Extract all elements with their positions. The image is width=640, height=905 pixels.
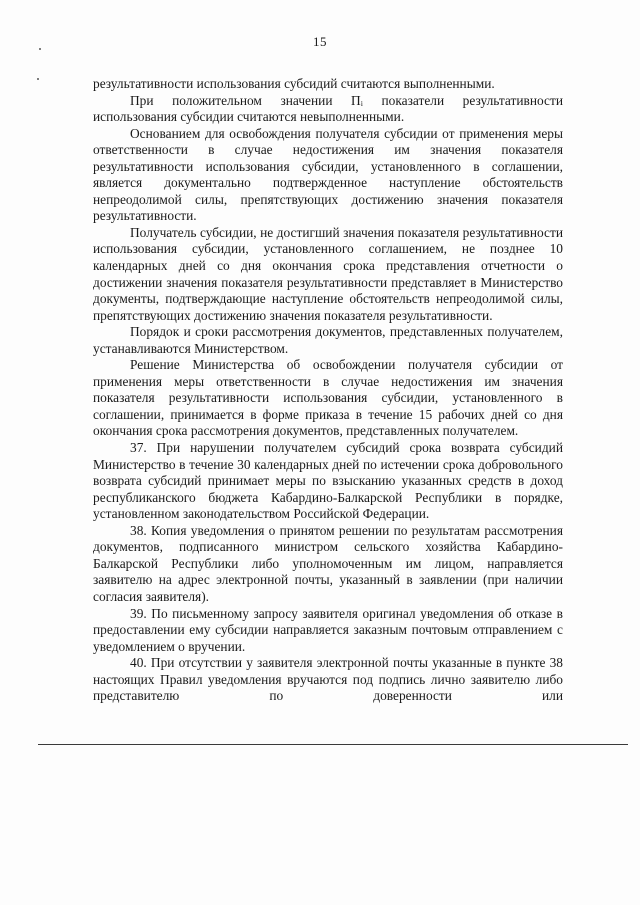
paragraph-review-procedure: Порядок и сроки рассмотрения документов, представленных получателем, устанавливаются Министерством.	[93, 324, 563, 356]
paragraph-exemption-grounds: Основанием для освобождения получателя субсидии от применения меры ответственности в случае недостижения им значения показателя результативности использования субсидии, установленного в соглашении, является документально подтвержденное наступление обстоятельств непреодолимой силы, препятствующих достижению значения показателя результативности.	[93, 125, 563, 224]
paragraph-continuation: результативности использования субсидий считаются выполненными.	[93, 76, 495, 91]
paragraph-positive-value: При положительном значении Пᵢ показатели результативности использования субсидии считаются невыполненными.	[93, 92, 563, 125]
paragraph-ministry-decision: Решение Министерства об освобождении получателя субсидии от применения меры ответственности в случае недостижения им значения показателя результативности использования субсидии, установленного в соглашении, принимается в форме приказа в течение 15 рабочих дней со дня окончания срока рассмотрения документов, представленных получателем.	[93, 357, 563, 439]
paragraph-recipient-documents: Получатель субсидии, не достигший значения показателя результативности использования субсидии, установленного соглашением, не позднее 10 календарных дней со дня окончания срока представления отчетности о достижении значения показателя результативности представляет в Министерство документы, подтверждающие наступление обстоятельств непреодолимой силы, препятствующих достижению значения показателя результативности.	[93, 224, 563, 323]
page-number: 15	[313, 34, 327, 49]
paragraph-item-40: 40. При отсутствии у заявителя электронной почты указанные в пункте 38 настоящих Правил уведомления вручаются под подпись лично заявителю либо представителю по доверенности или	[93, 655, 563, 704]
paragraph-item-39: 39. По письменному запросу заявителя оригинал уведомления об отказе в предоставлении ему субсидии направляется заказным почтовым отправлением с уведомлением о вручении.	[93, 605, 563, 654]
scan-speck	[37, 78, 39, 80]
paragraph-item-38: 38. Копия уведомления о принятом решении по результатам рассмотрения документов, подписанного министром сельского хозяйства Кабардино-Балкарской Республики либо уполномоченным им лицом, направляется заявителю на адрес электронной почты, указанный в заявлении (при наличии согласия заявителя).	[93, 522, 563, 604]
document-body	[93, 76, 563, 705]
scan-strike-line	[38, 744, 628, 745]
paragraph-item-37: 37. При нарушении получателем субсидий срока возврата субсидий Министерство в течение 30 календарных дней по истечении срока добровольного возврата субсидий принимает меры по взысканию указанных средств в доход республиканского бюджета Кабардино-Балкарской Республики в порядке, установленном законодательством Российской Федерации.	[93, 440, 563, 522]
